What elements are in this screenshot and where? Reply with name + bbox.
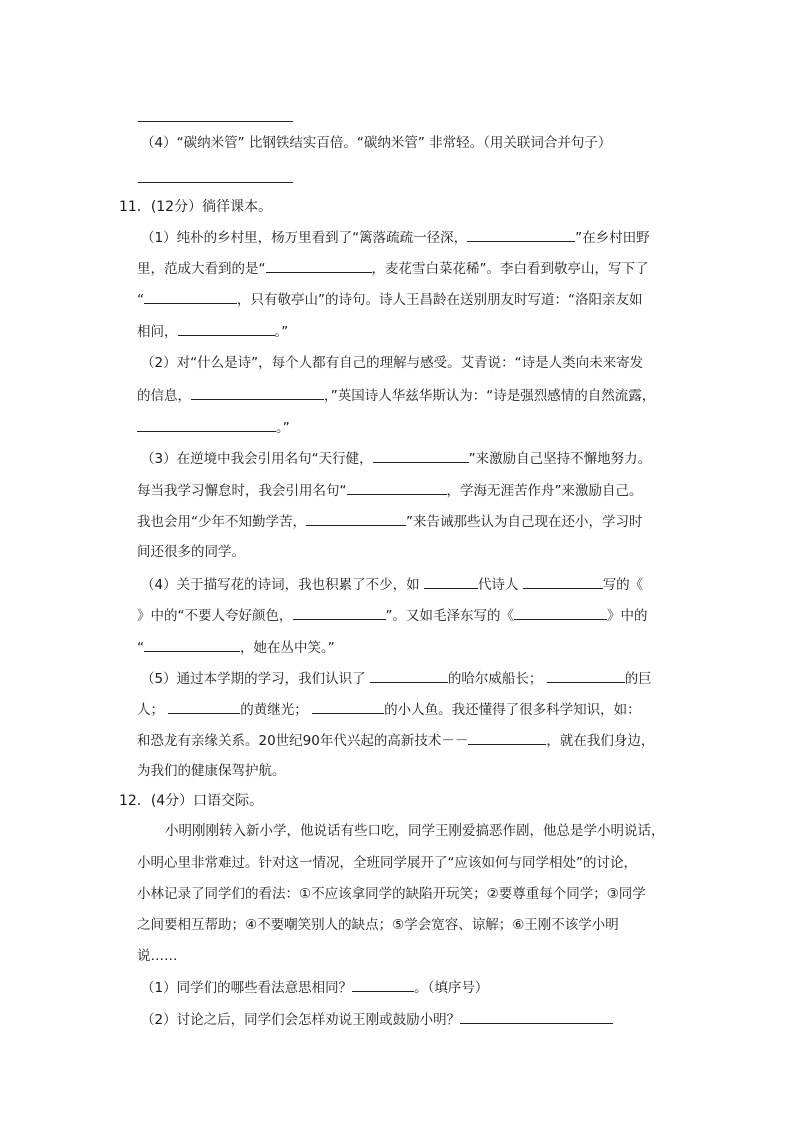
- q11-part5-line1: （5）通过本学期的学习，我们认识了 的哈尔威船长； 的巨: [141, 671, 652, 687]
- answer-line[interactable]: [138, 121, 293, 122]
- q11-part4-line3: “ ，她在丛中笑。”: [137, 640, 335, 656]
- blank[interactable]: [144, 290, 237, 304]
- q12-paragraph: 小明心里非常难过。针对这一情况，全班同学展开了“应该如何与同学相处”的讨论，: [137, 855, 637, 871]
- q12-sub1: （1）同学们的哪些看法意思相同？ 。（填序号）: [141, 980, 489, 996]
- blank[interactable]: [523, 575, 603, 589]
- blank[interactable]: [468, 731, 546, 745]
- answer-line[interactable]: [138, 182, 293, 183]
- blank[interactable]: [547, 669, 625, 683]
- blank[interactable]: [467, 228, 575, 242]
- q11-part1-line1: （1）纯朴的乡村里，杨万里看到了“篱落疏疏一径深， ”在乡村田野: [141, 230, 650, 246]
- q11-part5-line2: 人； 的黄继光； 的小人鱼。我还懂得了很多科学知识，如：: [137, 702, 641, 718]
- q11-part3-line1: （3）在逆境中我会引用名句“天行健， ”来激励自己坚持不懈地努力。: [141, 451, 652, 467]
- q11-part2-line2: 的信息， ，”英国诗人华兹华斯认为：“诗是强烈感情的自然流露，: [137, 388, 656, 404]
- blank[interactable]: [312, 700, 384, 714]
- q12-paragraph: 说……: [137, 948, 178, 964]
- q12-paragraph: 之间要相互帮助；④不要嘲笑别人的缺点；⑤学会宽容、谅解；⑥王刚不该学小明: [137, 917, 619, 933]
- blank[interactable]: [178, 322, 275, 336]
- q11-part1-line2: 里，范成大看到的是“ ，麦花雪白菜花稀”。李白看到敬亭山，写下了: [137, 261, 649, 277]
- blank[interactable]: [191, 386, 324, 400]
- q11-part2-line3: 。”: [137, 418, 290, 437]
- blank[interactable]: [293, 606, 386, 620]
- q11-part5-line4: 为我们的健康保驾护航。: [137, 763, 286, 779]
- blank[interactable]: [352, 978, 414, 992]
- q11-part3-line3: 我也会用“少年不知勤学苦， ”来告诫那些认为自己现在还小，学习时: [137, 514, 643, 530]
- blank[interactable]: [373, 449, 469, 463]
- question-11-header: 11．(12分）徜徉课本。: [119, 199, 273, 215]
- question-item: （4）“碳纳米管” 比钢铁结实百倍。“碳纳米管” 非常轻。（用关联词合并句子）: [141, 135, 612, 151]
- q12-paragraph: 小明刚刚转入新小学，他说话有些口吃，同学王刚爱搞恶作剧，他总是学小明说话，: [165, 823, 665, 839]
- q11-part3-line2: 每当我学习懈怠时，我会引用名句“ ，学海无涯苦作舟”来激励自己。: [137, 483, 643, 499]
- blank[interactable]: [144, 638, 240, 652]
- blank[interactable]: [460, 1010, 613, 1024]
- q11-part2-line1: （2）对“什么是诗”，每个人都有自己的理解与感受。艾青说：“诗是人类向未来寄发: [141, 355, 644, 371]
- blank[interactable]: [424, 575, 478, 589]
- blank[interactable]: [266, 259, 372, 273]
- blank[interactable]: [347, 481, 447, 495]
- q12-sub2: （2）讨论之后，同学们会怎样劝说王刚或鼓励小明？: [141, 1010, 613, 1029]
- blank[interactable]: [306, 512, 406, 526]
- blank[interactable]: [168, 700, 240, 714]
- q11-part3-line4: 间还很多的同学。: [137, 544, 245, 560]
- blank[interactable]: [514, 606, 607, 620]
- q12-paragraph: 小林记录了同学们的看法：①不应该拿同学的缺陷开玩笑；②要尊重每个同学；③同学: [137, 886, 646, 902]
- blank[interactable]: [370, 669, 448, 683]
- q11-part4-line2: 》中的“不要人夸好颜色， ”。又如毛泽东写的《 》中的: [137, 608, 648, 624]
- q11-part1-line3: “ ，只有敬亭山”的诗句。诗人王昌龄在送别朋友时写道：“洛阳亲友如: [137, 292, 643, 308]
- blank[interactable]: [137, 418, 276, 432]
- q11-part5-line3: 和恐龙有亲缘关系。20世纪90年代兴起的高新技术－－ ，就在我们身边，: [137, 733, 655, 749]
- question-12-header: 12．(4分）口语交际。: [119, 793, 264, 809]
- q11-part4-line1: （4）关于描写花的诗词，我也积累了不少，如 代诗人 写的《: [141, 577, 644, 593]
- q11-part1-line4: 相问， 。”: [137, 324, 289, 340]
